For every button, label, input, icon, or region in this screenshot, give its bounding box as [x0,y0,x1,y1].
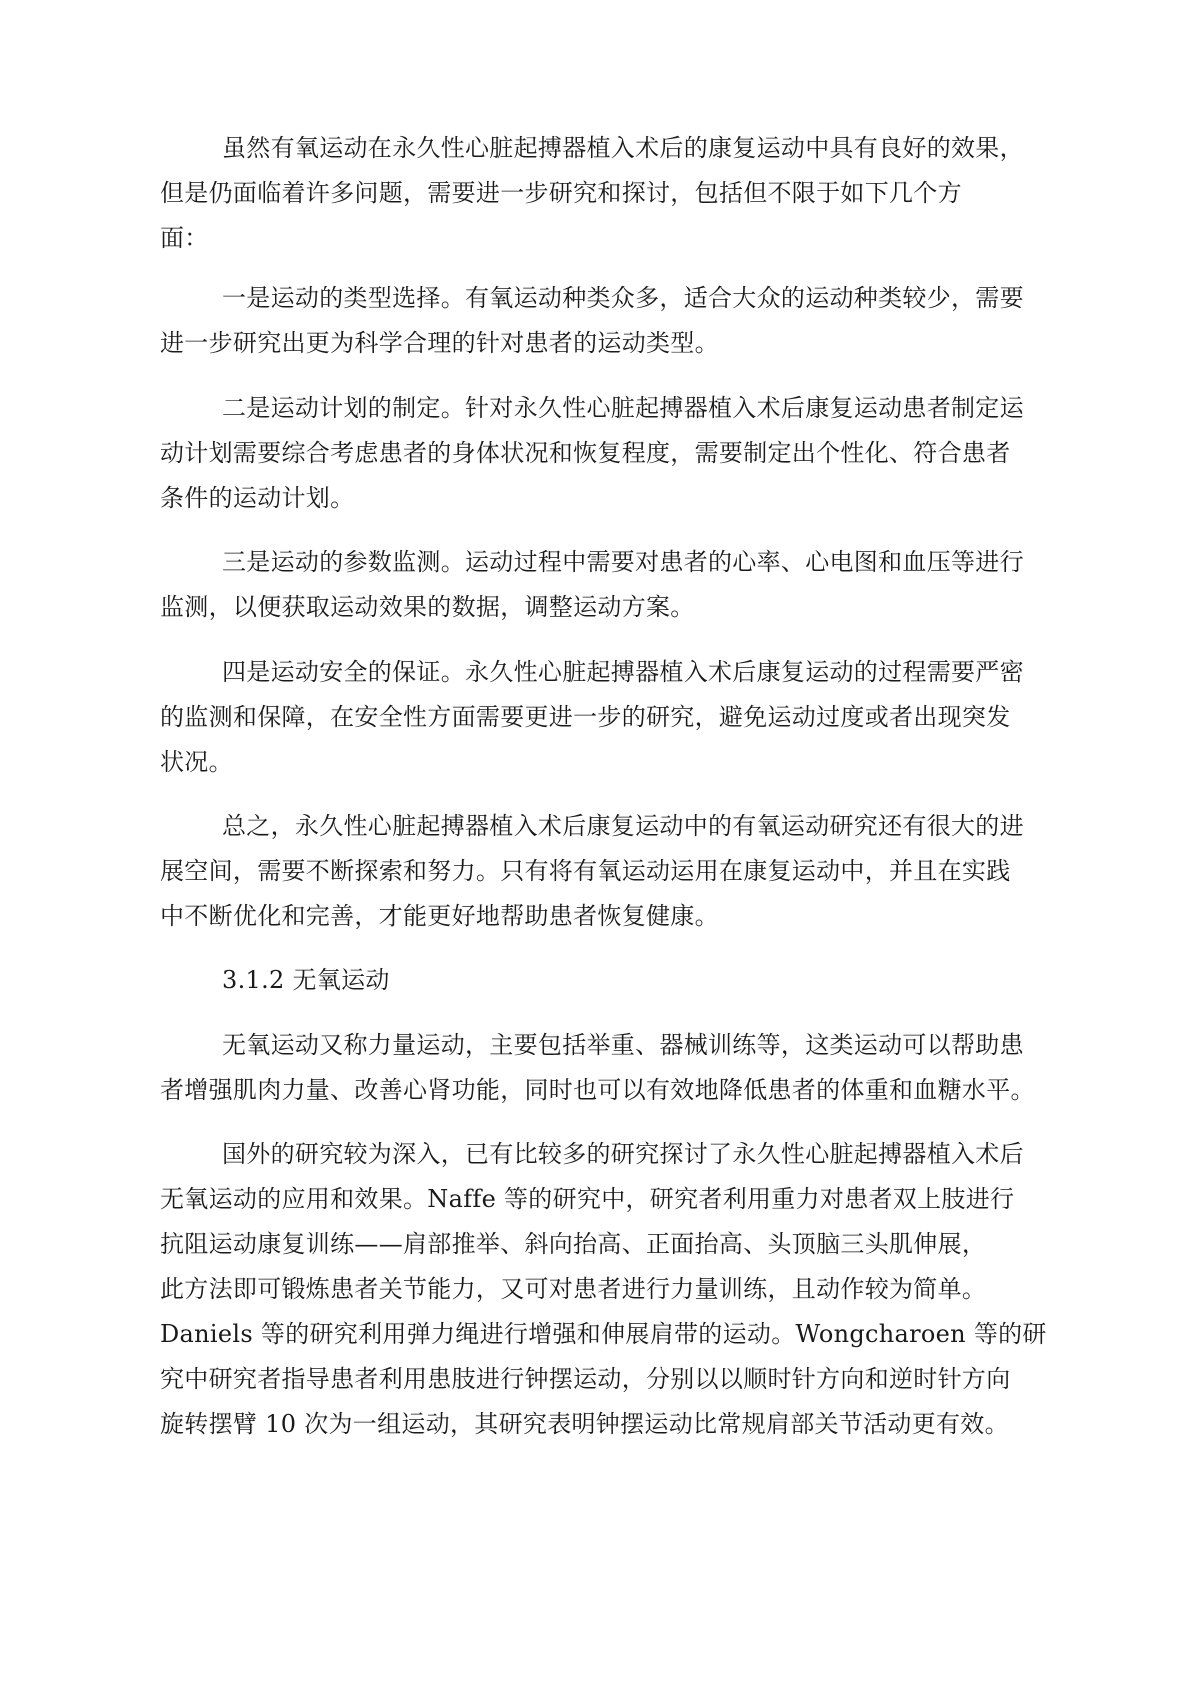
paragraph-6-line-2: 展空间，需要不断探索和努力。只有将有氧运动运用在康复运动中，并且在实践 [160,857,1011,885]
paragraph-2-line-1: 一是运动的类型选择。有氧运动种类众多，适合大众的运动种类较少，需要 [222,284,1024,312]
paragraph-8-line-6: 究中研究者指导患者利用患肢进行钟摆运动，分别以以顺时针方向和逆时针方向 [160,1365,1011,1393]
paragraph-4-line-2: 监测，以便获取运动效果的数据，调整运动方案。 [160,593,695,621]
paragraph-1-line-3: 面： [160,224,209,252]
paragraph-5-line-2: 的监测和保障，在安全性方面需要更进一步的研究，避免运动过度或者出现突发 [160,703,1011,731]
paragraph-8-line-5: Daniels 等的研究利用弹力绳进行增强和伸展肩带的运动。Wongcharoen 等的研 [160,1320,1047,1348]
paragraph-3-line-3: 条件的运动计划。 [160,484,355,512]
paragraph-8-line-2: 无氧运动的应用和效果。Naffe 等的研究中，研究者利用重力对患者双上肢进行 [160,1185,1015,1213]
paragraph-4-line-1: 三是运动的参数监测。运动过程中需要对患者的心率、心电图和血压等进行 [222,548,1024,576]
paragraph-8-line-1: 国外的研究较为深入，已有比较多的研究探讨了永久性心脏起搏器植入术后 [222,1140,1024,1168]
paragraph-8-line-4: 此方法即可锻炼患者关节能力，又可对患者进行力量训练，且动作较为简单。 [160,1275,987,1303]
paragraph-6-line-1: 总之，永久性心脏起搏器植入术后康复运动中的有氧运动研究还有很大的进 [222,812,1024,840]
paragraph-6-line-3: 中不断优化和完善，才能更好地帮助患者恢复健康。 [160,902,719,930]
paragraph-8-line-7: 旋转摆臂 10 次为一组运动，其研究表明钟摆运动比常规肩部关节活动更有效。 [160,1410,1009,1438]
paragraph-1-line-1: 虽然有氧运动在永久性心脏起搏器植入术后的康复运动中具有良好的效果， [222,134,1024,162]
paragraph-3-line-1: 二是运动计划的制定。针对永久性心脏起搏器植入术后康复运动患者制定运 [222,394,1024,422]
paragraph-8-line-3: 抗阻运动康复训练——肩部推举、斜向抬高、正面抬高、头顶脑三头肌伸展， [160,1230,987,1258]
paragraph-3-line-2: 动计划需要综合考虑患者的身体状况和恢复程度，需要制定出个性化、符合患者 [160,439,1011,467]
paragraph-7-line-2: 者增强肌肉力量、改善心肾功能，同时也可以有效地降低患者的体重和血糖水平。 [160,1076,1035,1104]
paragraph-5-line-3: 状况。 [160,748,233,776]
paragraph-2-line-2: 进一步研究出更为科学合理的针对患者的运动类型。 [160,329,719,357]
paragraph-7-line-1: 无氧运动又称力量运动，主要包括举重、器械训练等，这类运动可以帮助患 [222,1031,1024,1059]
section-heading-3-1-2: 3.1.2 无氧运动 [222,966,390,994]
paragraph-1-line-2: 但是仍面临着许多问题，需要进一步研究和探讨，包括但不限于如下几个方 [160,179,962,207]
paragraph-5-line-1: 四是运动安全的保证。永久性心脏起搏器植入术后康复运动的过程需要严密 [222,658,1024,686]
